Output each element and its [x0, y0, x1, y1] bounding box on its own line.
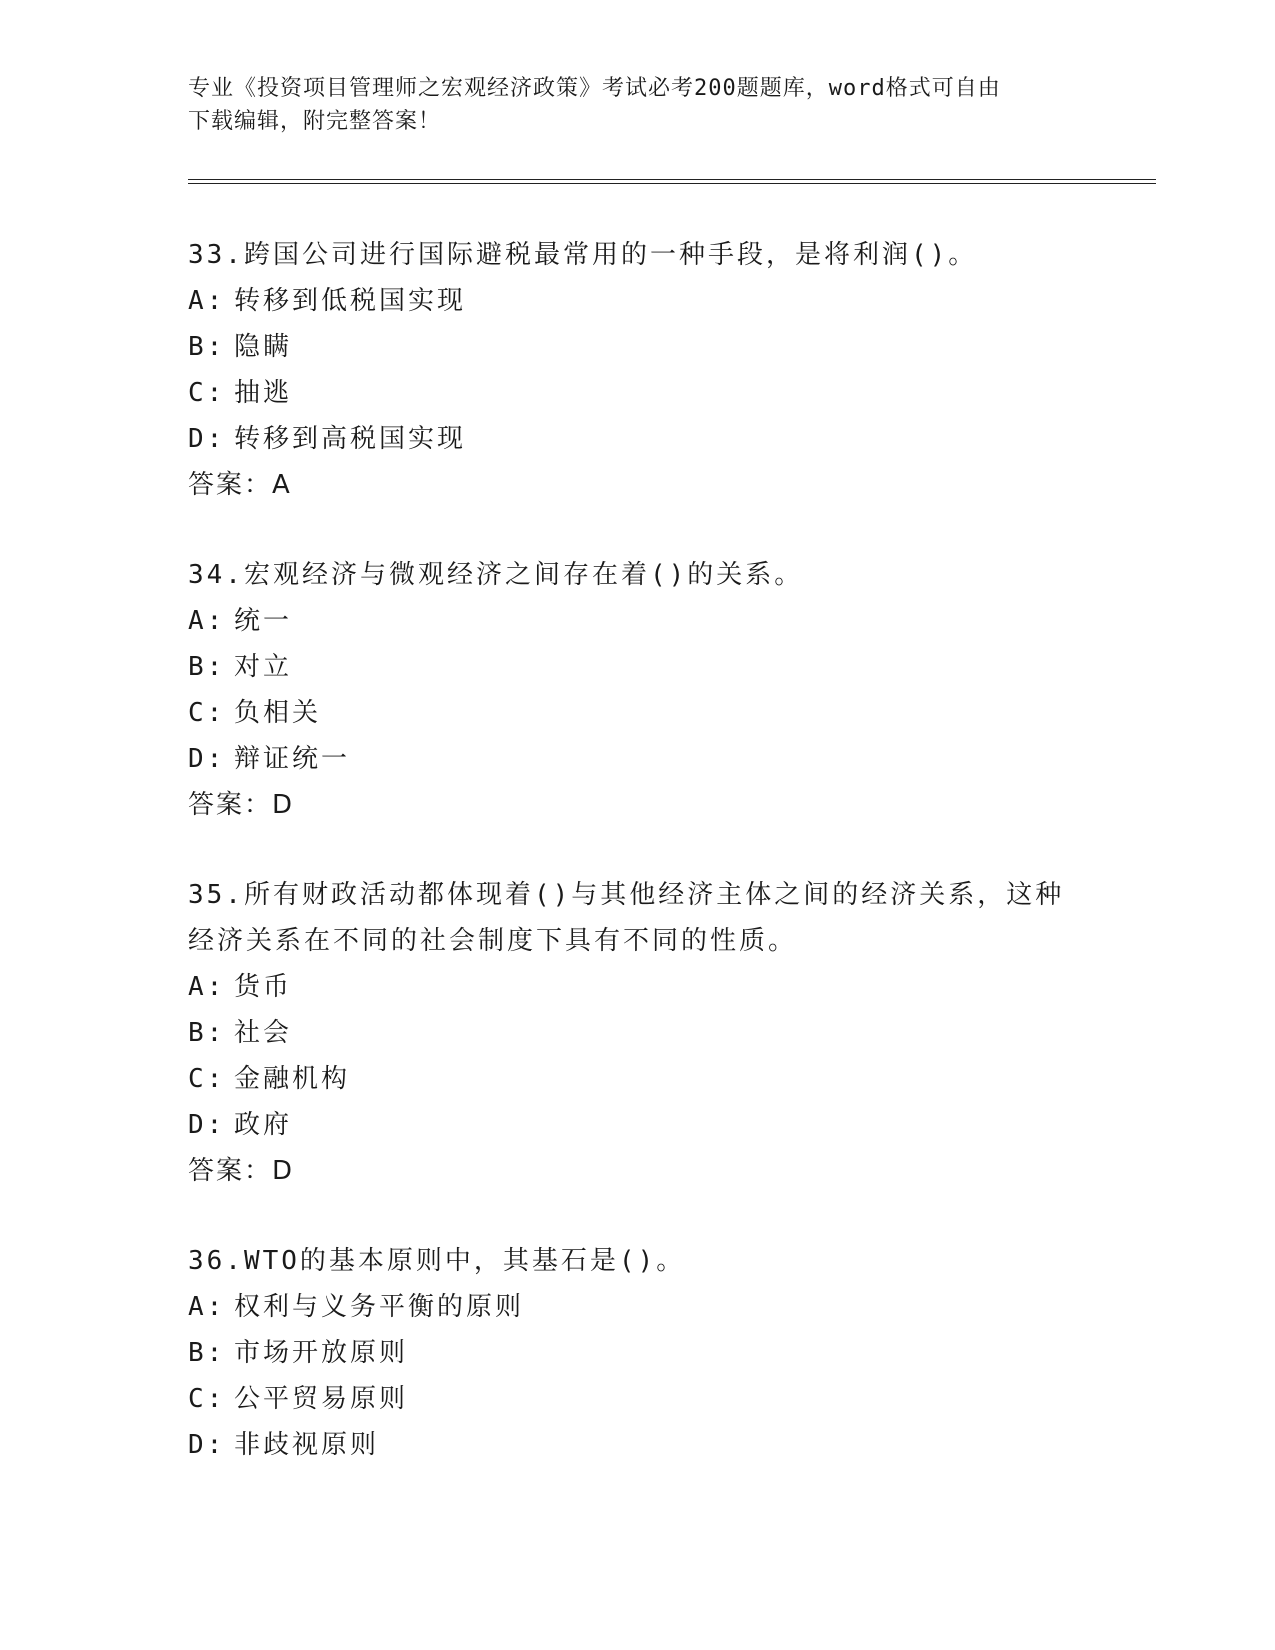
option-c	[188, 1056, 1088, 1102]
answer-line: 答案：D	[188, 790, 295, 820]
option-key: A:	[188, 972, 226, 1002]
option-a	[188, 964, 1088, 1010]
option-b	[188, 324, 1088, 370]
option-key: B:	[188, 332, 226, 362]
option-text: 政府	[234, 1110, 293, 1140]
option-text: 负相关	[234, 698, 322, 728]
option-key: D:	[188, 1110, 226, 1140]
option-key: C:	[188, 378, 226, 408]
option-c	[188, 370, 1088, 416]
question-stem: 36.WTO的基本原则中，其基石是()。	[188, 1246, 686, 1276]
header-divider-bottom	[188, 183, 1156, 184]
answer-line: 答案：A	[188, 470, 292, 500]
option-c	[188, 690, 1088, 736]
option-text: 权利与义务平衡的原则	[234, 1292, 525, 1322]
option-key: D:	[188, 1430, 226, 1460]
header-divider-top	[188, 179, 1156, 180]
option-a	[188, 598, 1088, 644]
option-d	[188, 1102, 1088, 1148]
question-36	[188, 1238, 1088, 1468]
option-key: A:	[188, 606, 226, 636]
option-text: 隐瞒	[234, 332, 293, 362]
option-d	[188, 1422, 1088, 1468]
question-list	[188, 232, 1088, 1512]
option-text: 非歧视原则	[234, 1430, 380, 1460]
option-key: B:	[188, 1338, 226, 1368]
question-stem: 34.宏观经济与微观经济之间存在着()的关系。	[188, 560, 804, 590]
answer-line: 答案：D	[188, 1156, 295, 1186]
option-key: A:	[188, 286, 226, 316]
option-text: 社会	[234, 1018, 293, 1048]
option-text: 货币	[234, 972, 293, 1002]
option-c	[188, 1376, 1088, 1422]
option-key: B:	[188, 652, 226, 682]
option-text: 转移到高税国实现	[234, 424, 467, 454]
option-d	[188, 736, 1088, 782]
option-key: D:	[188, 424, 226, 454]
option-key: C:	[188, 1064, 226, 1094]
question-stem: 33.跨国公司进行国际避税最常用的一种手段，是将利润()。	[188, 240, 978, 270]
option-b	[188, 1330, 1088, 1376]
question-35	[188, 872, 1088, 1194]
option-text: 转移到低税国实现	[234, 286, 467, 316]
option-key: B:	[188, 1018, 226, 1048]
header-line-1: 专业《投资项目管理师之宏观经济政策》考试必考200题题库，word格式可自由	[188, 76, 1001, 101]
option-key: A:	[188, 1292, 226, 1322]
question-33	[188, 232, 1088, 508]
option-text: 公平贸易原则	[234, 1384, 409, 1414]
option-b	[188, 1010, 1088, 1056]
header-line-2: 下载编辑，附完整答案！	[188, 109, 442, 134]
document-header	[188, 72, 1088, 138]
question-34	[188, 552, 1088, 828]
option-text: 辩证统一	[234, 744, 351, 774]
option-d	[188, 416, 1088, 462]
option-text: 对立	[234, 652, 293, 682]
option-a	[188, 1284, 1088, 1330]
option-text: 统一	[234, 606, 293, 636]
option-text: 金融机构	[234, 1064, 351, 1094]
option-b	[188, 644, 1088, 690]
option-a	[188, 278, 1088, 324]
option-key: C:	[188, 1384, 226, 1414]
option-key: C:	[188, 698, 226, 728]
question-stem: 35.所有财政活动都体现着()与其他经济主体之间的经济关系，这种经济关系在不同的社会制度下具有不同的性质。	[188, 880, 1065, 956]
option-key: D:	[188, 744, 226, 774]
option-text: 市场开放原则	[234, 1338, 409, 1368]
option-text: 抽逃	[234, 378, 293, 408]
